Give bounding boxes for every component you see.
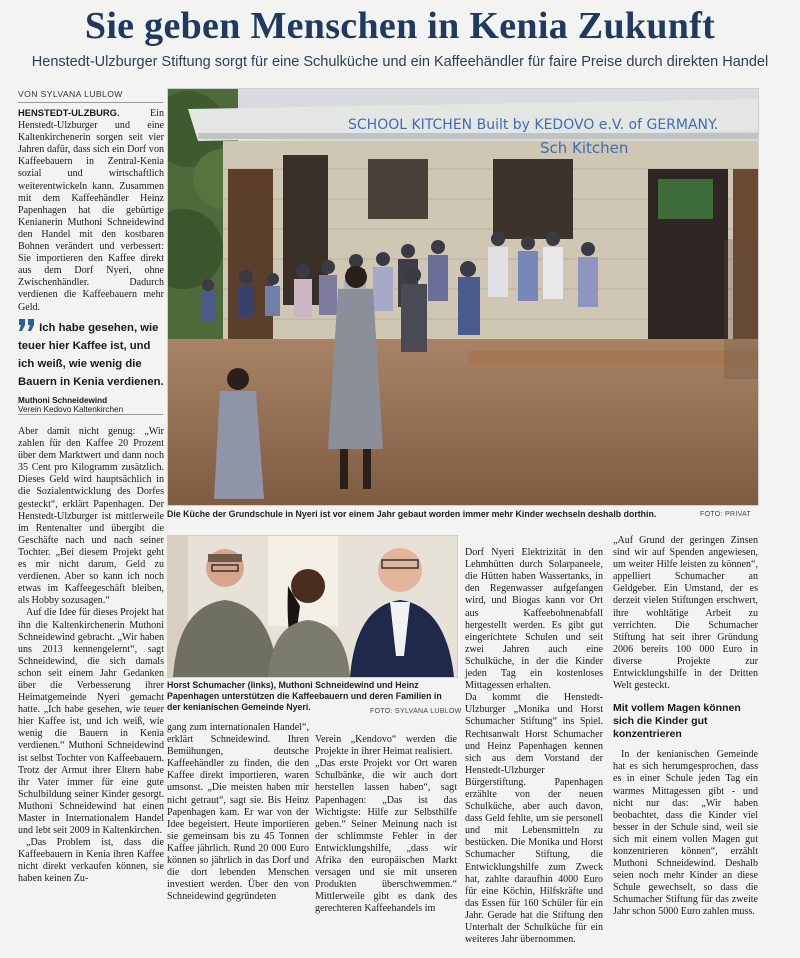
pull-quote (18, 318, 164, 414)
quote-text: Ich habe gesehen, wie teuer hier Kaffee ist, und ich weiß, wie wenig die Bauern in Kenia verdienen. (18, 322, 164, 388)
column-1 (18, 426, 164, 886)
intro-column (18, 107, 164, 314)
portrait-credit: FOTO: SYLVANA LUBLOW (370, 708, 462, 715)
byline-rule (18, 102, 163, 103)
byline: VON SYLVANA LUBLOW (18, 89, 123, 99)
quote-rule (18, 414, 163, 415)
school-kitchen-illustration (168, 89, 758, 505)
dateline: HENSTEDT-ULZBURG. (18, 107, 120, 118)
column-4 (465, 535, 603, 958)
col5-subheading: Mit vollem Magen können sich die Kinder gut konzentrieren (613, 702, 741, 741)
column-5 (613, 535, 758, 919)
sign-door-text: Sch Kitchen (540, 139, 629, 157)
col3-text: Verein „Kendovo“ werden die Projekte in ihrer Heimat realisiert. „Das erste Projekt vor Ort waren Schulbänke, die wir auch dort herstellen lassen haben“, sagt Papenhagen: „Das ist das Wichtigste: Hilfe zur Selbsthilfe geben.“ Seiner Meinung nach ist der schlimmste Fehler in der Entwicklungshilfe, „dass wir Afrika den europäischen Markt versagen und sie mit unseren Produkten überschwemmen.“ Mittlerweile gibt es dank des gerechteren Kaffeehandels im (315, 734, 457, 915)
portrait-illustration (168, 536, 457, 677)
col5-paragraph: „Auf Grund der geringen Zinsen sind wir auf Spenden angewiesen, um weiter Hilfe leisten zu können“, appelliert Schumacher an Geldgeber. Ein Umstand, der es derzeit vielen Stiftungen erschwert, ihre wohltätige Arbeit zu verrichten. Die Schumacher Stiftung hat seit ihrer Gründung 2006 bereits 100 000 Euro in diverse Projekte zur Entwicklungshilfe in der Dritten Welt gesteckt. (613, 535, 758, 692)
column-2 (167, 722, 309, 903)
portrait-photo (167, 535, 458, 678)
col1-paragraph: Auf die Idee für dieses Projekt hat ihn die Kaltenkirchenerin Muthoni Schneidewind gebracht. „Wir haben uns 2013 kennengelernt“, sagt Schneidewind, die sich damals schon seit einem Jahr Gedanken über die Verbesserung ihrer Heimatgemeinde Nyeri gemacht hatte. „Ich habe gesehen, wie teuer hier Kaffee ist, und ich weiß, wie wenig die Bauern in Kenia verdienen.“ Muthoni Schneidewind ist selbst Tochter von Kaffeebauern. Trotz der Armut ihrer Eltern habe ihr Vater immer für eine gute Schulbildung seiner Kinder gesorgt. Muthoni Schneidewind hat einen Master in Internationalem Handel und lebt seit 2009 in Kaltenkirchen. (18, 607, 164, 837)
quote-organization: Verein Kedovo Kaltenkirchen (18, 405, 124, 414)
quote-mark-icon (18, 318, 36, 332)
col4-text: Dorf Nyeri Elektrizität in den Lehmhütten durch Solarpaneele, die Hütten haben Wassertanks, in den Regenwasser aufgefangen wird, und Biogas kann vor Ort aus Kaffeebohnenabfall hergestellt werden. Es gibt gut eingerichtete Schulen und seit zwei Jahren auch eine Schulküche, in der die Kinder jeden Tag ein kostenloses Mittagessen erhalten. Da kommt die Henstedt-Ulzburger „Monika und Horst Schumacher Stiftung“ ins Spiel. Rechtsanwalt Horst Schumacher und Heinz Papenhagen kennen sich aus dem Vorstand der Henstedt-Ulzburger Bürgerstiftung. Papenhagen erzählte von der neuen Schulküche, aber auch davon, dass Geld fehlte, um sie personell und mit Lebensmitteln zu bestücken. Die Monika und Horst Schumacher Stiftung, die Entwicklungshilfe zum Zweck hat, zahlte daraufhin 4000 Euro für eine Köchin, Hilfskräfte und das Essen für 160 Schüler für ein Jahr. Gerade hat die Stiftung den Unterhalt der Schulküche für ein weiteres Jahr übernommen. (465, 547, 603, 946)
col2-text: gang zum internationalen Handel“, erklärt Schneidewind. Ihren Bemühungen, deutsche Kaffeehändler zu finden, die den Kaffee direkt importieren, waren umsonst. „Die meisten haben mir nicht getraut“, sagt sie. Bis Heinz Papenhagen kam. Er war von der Idee begeistert. Heute importieren sie gemeinsam bis zu 45 Tonnen Kaffee jährlich. Rund 20 000 Euro können so jährlich in das Dorf und die dort lebenden Menschen investiert werden. Über den von Schneidewind gegründeten (167, 722, 309, 903)
main-photo-credit: FOTO: PRIVAT (700, 511, 752, 518)
col1-paragraph: „Das Problem ist, dass die Kaffeebauern in Kenia ihren Kaffee nicht direkt verkaufen können, sie haben keinen Zu- (18, 837, 164, 885)
intro-text: Ein Henstedt-Ulzburger und eine Kaltenkirchenerin sorgen seit vier Jahren dafür, dass sich ein Dorf von Kaffeebauern in Zentral-Kenia sozial und wirtschaftlich weiterentwickeln kann. Zusammen mit dem Kaffeehändler Heinz Papenhagen hat die gebürtige Kenianerin Muthoni Schneidewind den Handel mit den kostbaren Bohnen verändert und verbessert: Sie importieren den Kaffee direkt aus dem Dorf Nyeri, ohne Zwischenhändler. Dadurch verdienen die Kaffeebauern mehr Geld. (18, 108, 164, 313)
subheadline: Henstedt-Ulzburger Stiftung sorgt für eine Schulküche und ein Kaffeehändler für faire Preise durch direkten Handel (31, 54, 769, 70)
portrait-caption: Horst Schumacher (links), Muthoni Schneidewind und Heinz Papenhagen unterstützen die Kaffeebauern und deren Familien in der kenianischen Gemeinde Nyeri. (167, 680, 442, 712)
headline: Sie geben Menschen in Kenia Zukunft (84, 5, 716, 47)
school-kitchen-photo (167, 88, 759, 506)
sign-top-text: SCHOOL KITCHEN Built by KEDOVO e.V. of GERMANY. (348, 117, 719, 133)
column-3 (315, 722, 457, 928)
main-photo-caption: Die Küche der Grundschule in Nyeri ist vor einem Jahr gebaut worden immer mehr Kinder wechseln deshalb dorthin. (167, 509, 657, 519)
quote-author: Muthoni Schneidewind (18, 396, 108, 405)
col5-paragraph: In der kenianischen Gemeinde hat es sich herumgesprochen, dass es in einer Schule jeden Tag ein warmes Mittagessen gibt - und nicht nur das: „Wir haben beobachtet, dass die Kinder viel besser in der Schule sind, weil sie sich mit einem vollen Magen gut konzentrieren können“, erzählt Muthoni Schneidewind. Deshalb seien noch mehr Kinder an diese Schule gewechselt, so dass die Schumacher Stiftung für das zweite Jahr schon 5000 Euro zahlen muss. (613, 749, 758, 918)
col1-paragraph: Aber damit nicht genug: „Wir zahlen für den Kaffee 20 Prozent über dem Marktwert und dann noch 35 Cent pro Kilogramm zusätzlich. Dieses Geld wird hauptsächlich in die Sozialentwicklung des Dorfes gesteckt“, erklärt Papenhagen. Der Henstedt-Ulzburger ist mittlerweile im Rentenalter und übergibt die Geschäfte nach und nach seiner Tochter. „Bei diesem Projekt geht es mir nicht darum, Geld zu verdienen. Aber so kann ich noch etwas im Kaffeegeschäft bleiben, als Hobby sozusagen.“ (18, 426, 164, 607)
